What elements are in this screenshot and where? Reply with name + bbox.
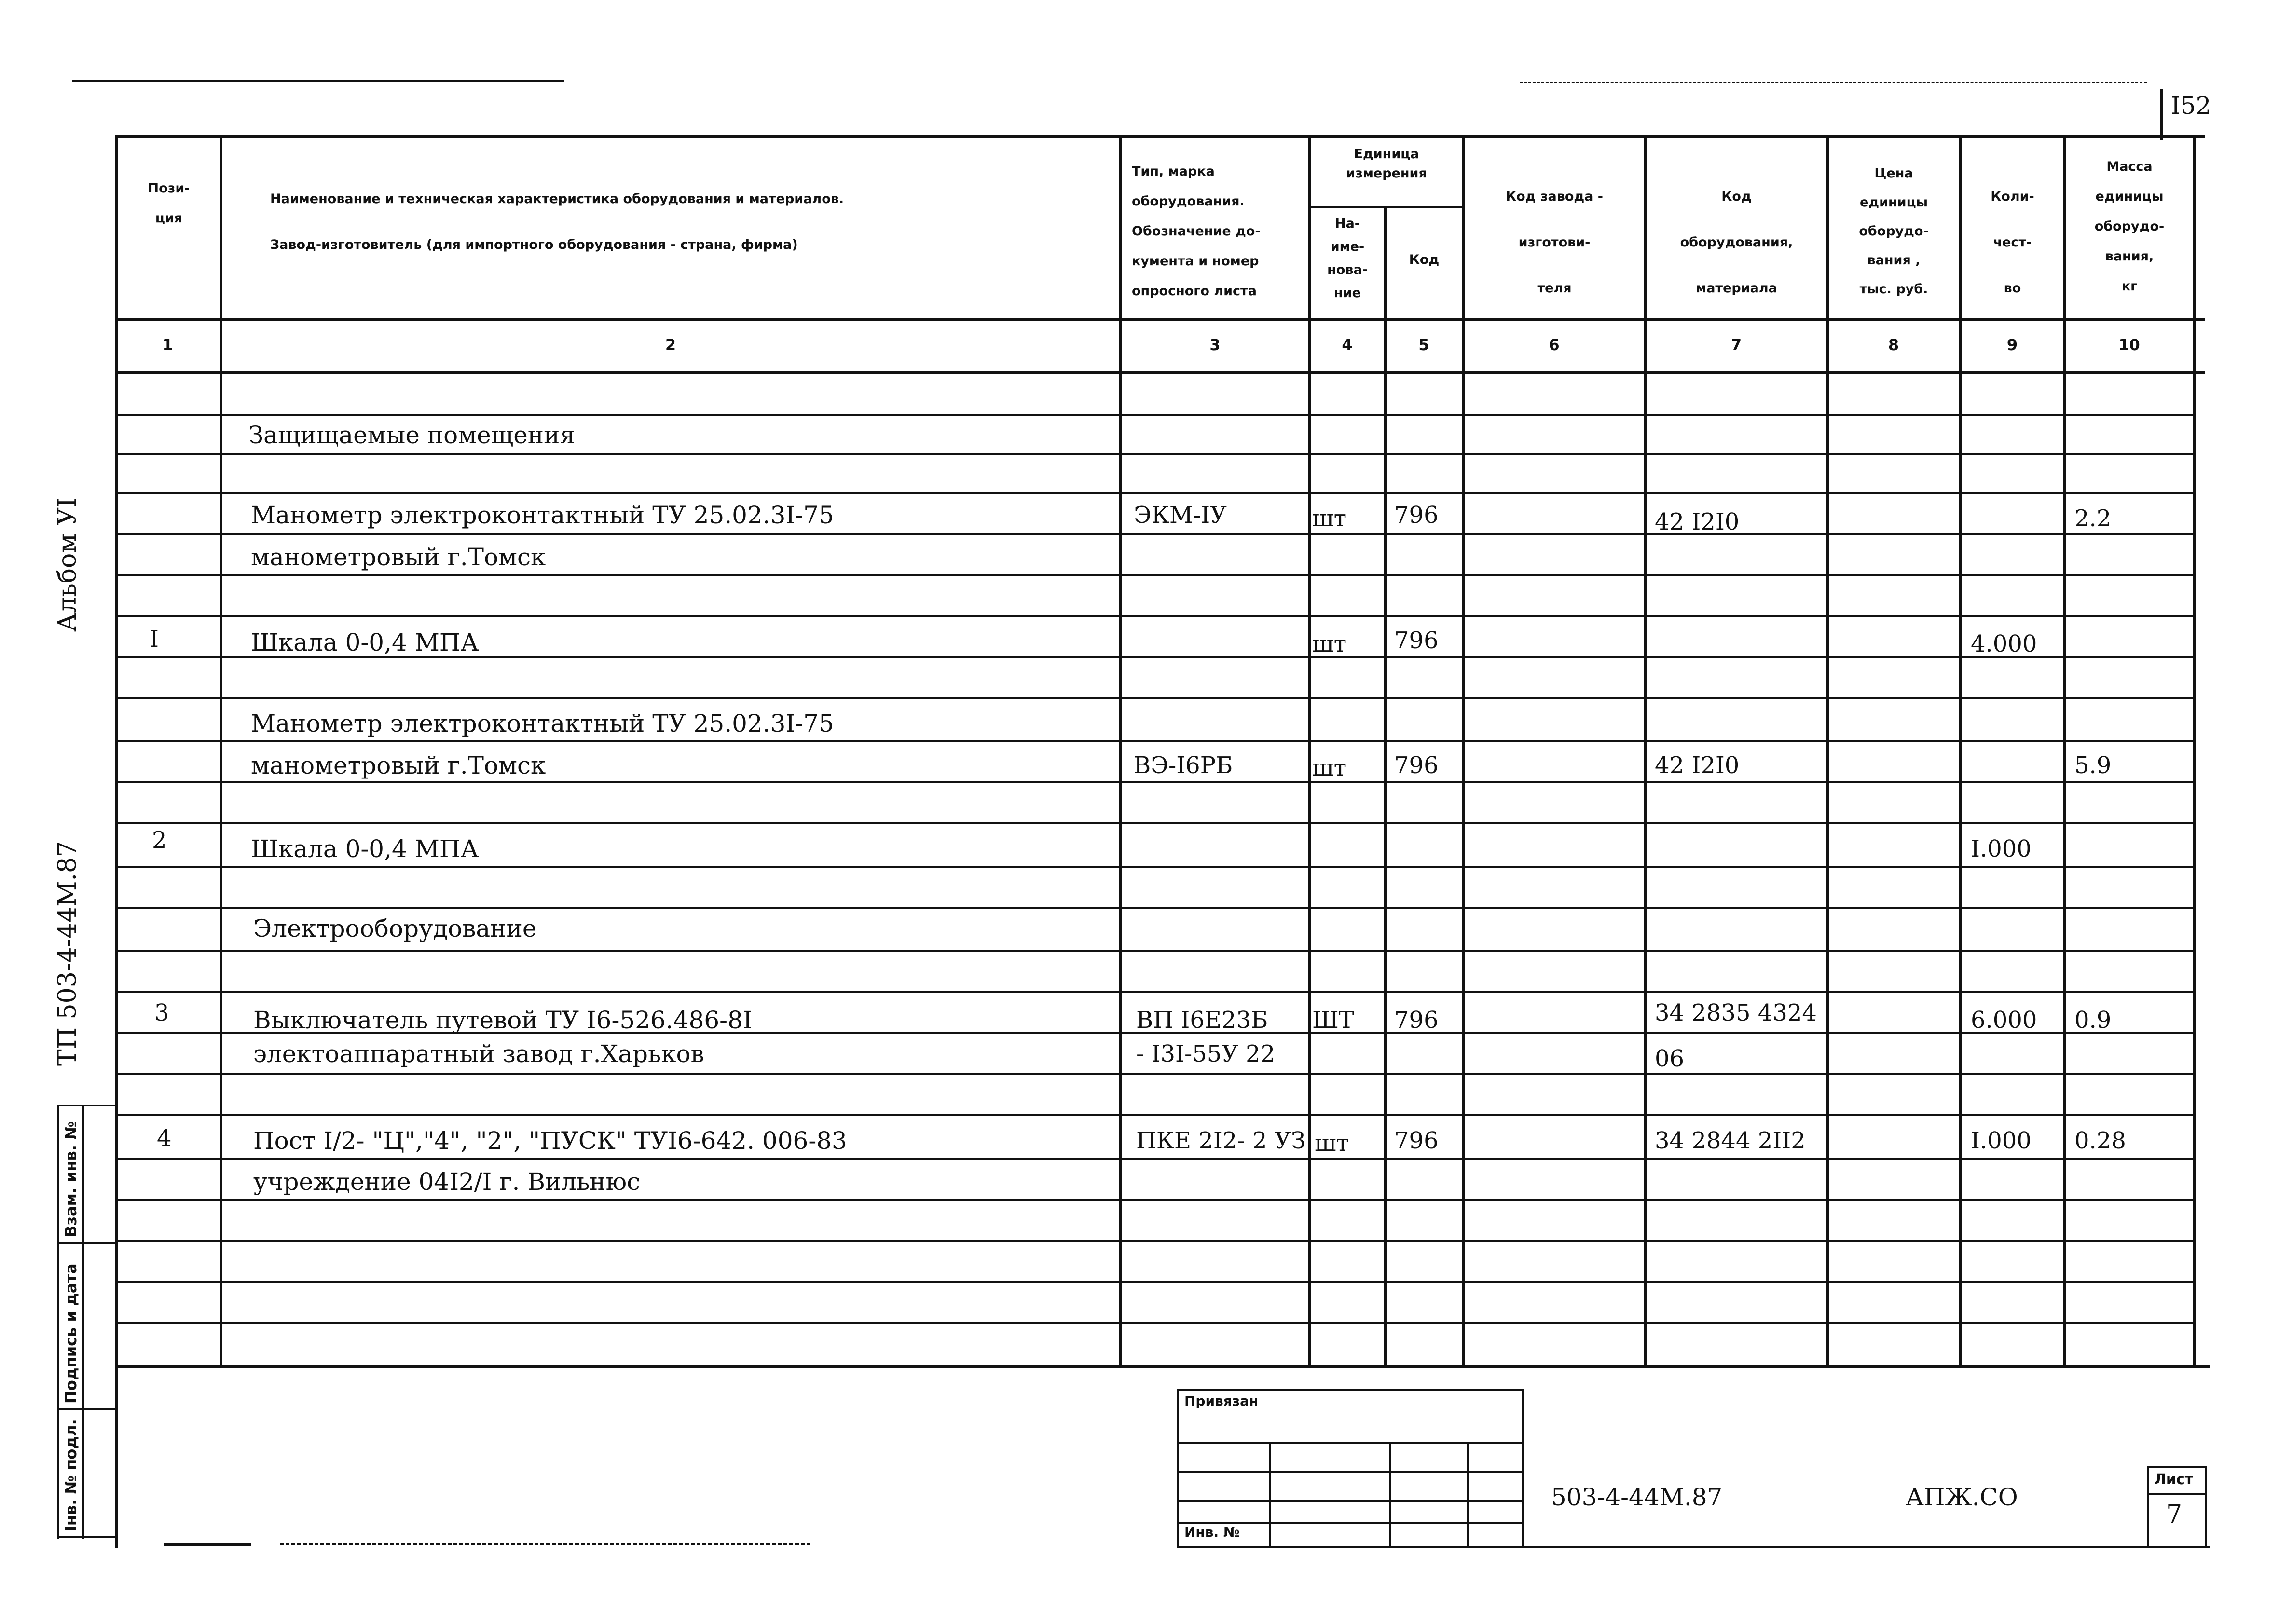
col-line-8 <box>1959 135 1962 1365</box>
item-mass: 0.28 <box>2074 1127 2126 1154</box>
row-line <box>116 574 2195 576</box>
privyazan-label: Привязан <box>1184 1393 1259 1409</box>
album-label: Альбом УI <box>53 497 82 632</box>
item-equipment-code: 34 2835 4324 <box>1655 999 1817 1026</box>
item-unit-code: 796 <box>1394 502 1439 529</box>
header-name: Наименование и техническая характеристика оборудования и материалов. Завод-изготовитель (для импортного оборудования - страна, фирма) <box>270 191 844 252</box>
row-line <box>116 1158 2195 1160</box>
doc-code: 503-4-44М.87 <box>1551 1483 1723 1511</box>
item-unit: шт <box>1315 1130 1349 1157</box>
inv-no-label: Инв. № <box>1184 1524 1240 1540</box>
row-line <box>116 533 2195 535</box>
page-number: I52 <box>2171 92 2211 120</box>
stamp-box-right <box>1522 1389 1524 1546</box>
item-type: ВП I6Е23Б <box>1136 1007 1268 1034</box>
item-unit-code: 796 <box>1394 1127 1439 1154</box>
project-label: ТП 503-4-44М.87 <box>53 841 82 1066</box>
row-line <box>116 781 2195 783</box>
col-line-5 <box>1462 135 1465 1365</box>
item-quantity: I.000 <box>1971 835 2032 862</box>
item-position: 4 <box>157 1125 172 1152</box>
item-mass: 2.2 <box>2074 505 2112 532</box>
col-line-10 <box>2193 135 2196 1365</box>
row-line <box>116 414 2195 416</box>
top-decor-line-right <box>1520 82 2147 83</box>
item-name: Выключатель путевой ТУ I6-526.486-8I <box>253 1006 753 1034</box>
item-type: ЭКМ-IУ <box>1134 502 1227 529</box>
item-name: манометровый г.Томск <box>251 751 546 779</box>
stamp-row <box>1177 1442 1522 1444</box>
col-line-4 <box>1384 207 1387 1365</box>
row-line <box>116 907 2195 909</box>
bottom-decor-line <box>280 1543 810 1545</box>
sheet-number: 7 <box>2166 1500 2183 1529</box>
sheet-box-left <box>2147 1466 2149 1546</box>
unit-group-divider <box>1308 206 1462 208</box>
colnum-4: 4 <box>1342 336 1353 354</box>
row-line <box>116 492 2195 494</box>
item-type: - I3I-55У 22 <box>1136 1040 1276 1067</box>
colnum-6: 6 <box>1549 336 1560 354</box>
row-line <box>116 991 2195 993</box>
side-box-div1 <box>57 1242 117 1244</box>
stamp-col <box>1269 1442 1271 1546</box>
colnum-10: 10 <box>2118 336 2140 354</box>
header-mass: Масса единицы оборудо- вания, кг <box>2094 159 2165 294</box>
item-name: Пост I/2- "Ц","4", "2", "ПУСК" ТУI6-642. 006-83 <box>253 1127 847 1155</box>
item-name: Манометр электроконтактный ТУ 25.02.3I-75 <box>251 501 834 529</box>
section-title: Защищаемые помещения <box>248 421 576 449</box>
col-line-3 <box>1308 135 1311 1365</box>
inv-label: Інв. № подл. <box>62 1419 80 1531</box>
row-line <box>116 615 2195 617</box>
row-line <box>116 1322 2195 1324</box>
row-line <box>116 697 2195 699</box>
header-quantity: Коли- чест- во <box>1991 189 2034 296</box>
item-type: ПКЕ 2I2- 2 УЗ <box>1136 1127 1306 1154</box>
item-equipment-code: 34 2844 2II2 <box>1655 1127 1806 1154</box>
side-box-top <box>57 1105 117 1106</box>
item-position: 2 <box>152 827 167 854</box>
row-line <box>116 1281 2195 1283</box>
item-unit: шт <box>1312 505 1347 532</box>
item-unit-code: 796 <box>1394 627 1439 654</box>
doc-suffix: АПЖ.СО <box>1906 1483 2018 1511</box>
item-name: манометровый г.Томск <box>251 543 546 571</box>
item-name: Шкала 0-0,4 МПА <box>251 628 479 656</box>
item-unit-code: 796 <box>1394 1007 1439 1034</box>
header-unit-name: На- име- нова- ние <box>1327 216 1368 300</box>
header-type: Тип, марка оборудования. Обозначение до- кумента и номер опросного листа <box>1132 164 1261 299</box>
colnum-5: 5 <box>1418 336 1429 354</box>
vzam-label: Взам. инв. № <box>62 1121 80 1237</box>
header-position: Пози- ция <box>148 181 190 226</box>
item-name: Шкала 0-0,4 МПА <box>251 835 479 863</box>
row-line <box>116 866 2195 868</box>
side-box-div2 <box>57 1408 117 1410</box>
row-line <box>116 1199 2195 1201</box>
sheet-box-right <box>2205 1466 2207 1546</box>
item-quantity: 6.000 <box>1971 1007 2037 1034</box>
row-line <box>116 950 2195 952</box>
bottom-decor-line <box>164 1543 251 1546</box>
item-unit: шт <box>1312 630 1347 657</box>
col-line-1 <box>220 135 222 1365</box>
item-equipment-code: 42 I2I0 <box>1655 508 1740 535</box>
colnum-bottom-border <box>116 371 2205 374</box>
stamp-col <box>1389 1442 1391 1546</box>
stamp-row <box>1177 1522 1522 1524</box>
col-line-2 <box>1119 135 1122 1365</box>
top-decor-line <box>72 80 564 82</box>
item-equipment-code: 42 I2I0 <box>1655 752 1740 779</box>
side-box-left <box>57 1105 59 1539</box>
row-line <box>116 1240 2195 1242</box>
item-quantity: I.000 <box>1971 1127 2032 1154</box>
col-line-6 <box>1644 135 1647 1365</box>
col-line-9 <box>2063 135 2066 1365</box>
row-line <box>116 1073 2195 1075</box>
colnum-2: 2 <box>665 336 676 354</box>
stamp-row <box>1177 1500 1522 1502</box>
row-line <box>116 453 2195 455</box>
sheet-box-mid <box>2147 1493 2205 1495</box>
item-name: Манометр электроконтактный ТУ 25.02.3I-75 <box>251 710 834 737</box>
row-line <box>116 822 2195 824</box>
sheet-label: Лист <box>2154 1471 2194 1488</box>
section-title: Электрооборудование <box>253 914 537 942</box>
item-name: учреждение 04I2/I г. Вильнюс <box>253 1168 641 1196</box>
item-quantity: 4.000 <box>1971 630 2037 657</box>
colnum-7: 7 <box>1730 336 1742 354</box>
stamp-bottom-line <box>1177 1546 2210 1548</box>
item-type: ВЭ-I6РБ <box>1134 752 1233 779</box>
header-unit-code: Код <box>1409 252 1440 267</box>
colnum-3: 3 <box>1209 336 1221 354</box>
header-price: Цена единицы оборудо- вания , тыс. руб. <box>1859 166 1929 297</box>
item-unit: шт <box>1312 754 1347 781</box>
sheet-box-top <box>2147 1466 2205 1468</box>
header-equipment-code: Код оборудования, материала <box>1680 189 1793 296</box>
item-mass: 5.9 <box>2074 752 2112 779</box>
colnum-8: 8 <box>1888 336 1899 354</box>
header-factory-code: Код завода - изготови- теля <box>1506 189 1603 296</box>
item-name: электоаппаратный завод г.Харьков <box>253 1040 704 1068</box>
table-bottom-border <box>118 1365 2210 1368</box>
table-top-border <box>116 135 2205 138</box>
colnum-9: 9 <box>2006 336 2018 354</box>
stamp-row <box>1177 1471 1522 1473</box>
header-unit-group: Единица измерения <box>1346 147 1427 181</box>
item-equipment-code: 06 <box>1655 1045 1685 1072</box>
item-position: I <box>150 626 159 653</box>
item-mass: 0.9 <box>2074 1007 2112 1034</box>
stamp-box-top <box>1177 1389 1522 1391</box>
item-position: 3 <box>154 999 169 1026</box>
side-box-bottom <box>57 1536 117 1538</box>
stamp-col <box>1467 1442 1469 1546</box>
col-line-7 <box>1826 135 1829 1365</box>
item-unit: ШТ <box>1312 1007 1354 1034</box>
row-line <box>116 740 2195 742</box>
row-line <box>116 1114 2195 1116</box>
podpis-label: Подпись и дата <box>62 1263 80 1404</box>
page-number-box-left <box>2160 89 2163 140</box>
colnum-1: 1 <box>162 336 173 354</box>
side-box-mid <box>82 1105 84 1539</box>
item-unit-code: 796 <box>1394 752 1439 779</box>
